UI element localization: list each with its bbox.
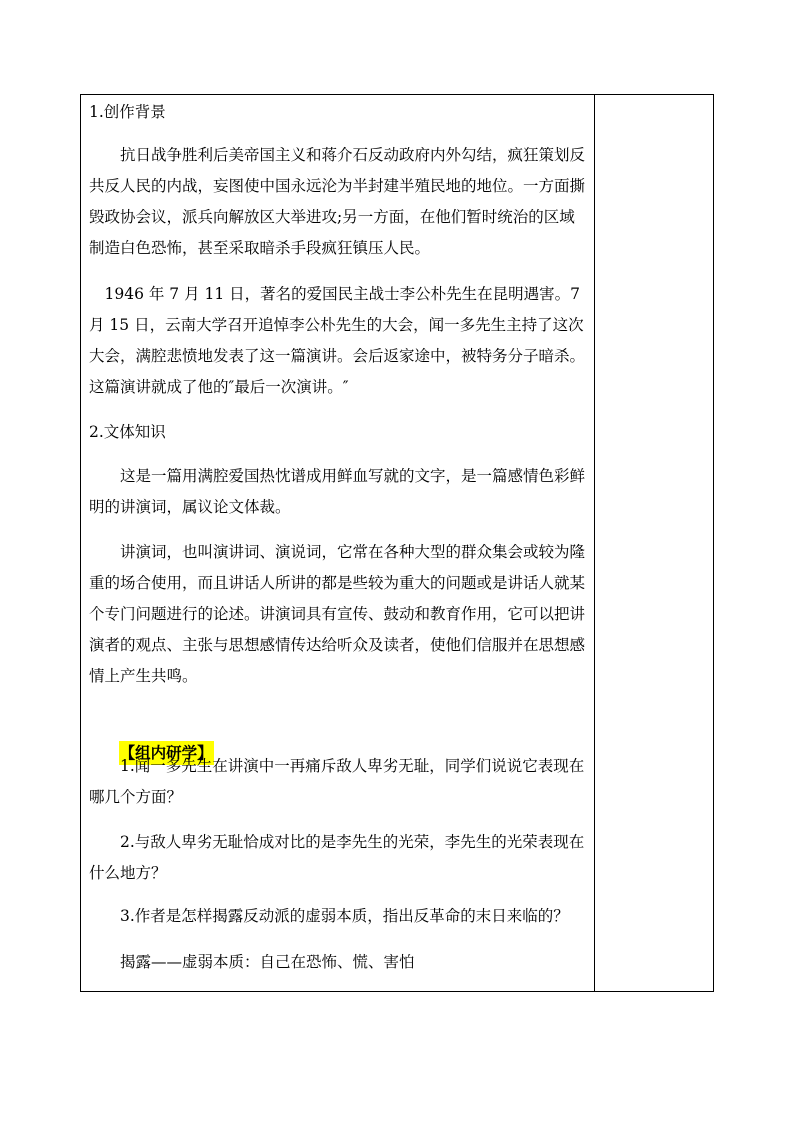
section-creation-background-title: 1.创作背景 xyxy=(89,103,166,121)
group-study-heading: 【组内研学】 xyxy=(119,741,214,765)
background-paragraph-1: 抗日战争胜利后美帝国主义和蒋介石反动政府内外勾结，疯狂策划反共反人民的内战，妄图使中国永远沦为半封建半殖民地的地位。一方面撕毁政协会议，派兵向解放区大举进攻;另一方面，在他们暂时统治的区域制造白色恐怖，甚至采取暗杀手段疯狂镇压人民。 xyxy=(89,146,586,257)
genre-paragraph-2: 讲演词，也叫演讲词、演说词，它常在各种大型的群众集会或较为隆重的场合使用，而且讲话人所讲的都是些较为重大的问题或是讲话人就某个专门问题进行的论述。讲演词具有宣传、鼓动和教育作用，它可以把讲演者的观点、主张与思想感情传达给听众及读者，使他们信服并在思想感情上产生共鸣。 xyxy=(89,543,586,685)
column-divider xyxy=(594,95,595,991)
group-study-question-1: 1.闻一多先生在讲演中一再痛斥敌人卑劣无耻，同学们说说它表现在哪几个方面？ xyxy=(89,757,585,806)
section-genre-knowledge-title: 2.文体知识 xyxy=(89,423,166,441)
group-study-answer: 揭露——虚弱本质：自己在恐怖、慌、害怕 xyxy=(120,953,415,971)
group-study-question-3: 3.作者是怎样揭露反动派的虚弱本质，指出反革命的末日来临的？ xyxy=(120,907,569,925)
document-table xyxy=(80,94,714,992)
group-study-question-2: 2.与敌人卑劣无耻恰成对比的是李先生的光荣，李先生的光荣表现在什么地方？ xyxy=(89,833,585,882)
background-paragraph-2: 1946 年 7 月 11 日，著名的爱国民主战士李公朴先生在昆明遇害。7 月 15 日，云南大学召开追悼李公朴先生的大会，闻一多先生主持了这次大会，满腔悲愤地发表了这一篇演讲。会后返家途中，被特务分子暗杀。这篇演讲就成了他的″最后一次演讲。″ xyxy=(89,285,586,396)
genre-paragraph-1: 这是一篇用满腔爱国热忱谱成用鲜血写就的文字，是一篇感情色彩鲜明的讲演词，属议论文体裁。 xyxy=(89,467,586,516)
